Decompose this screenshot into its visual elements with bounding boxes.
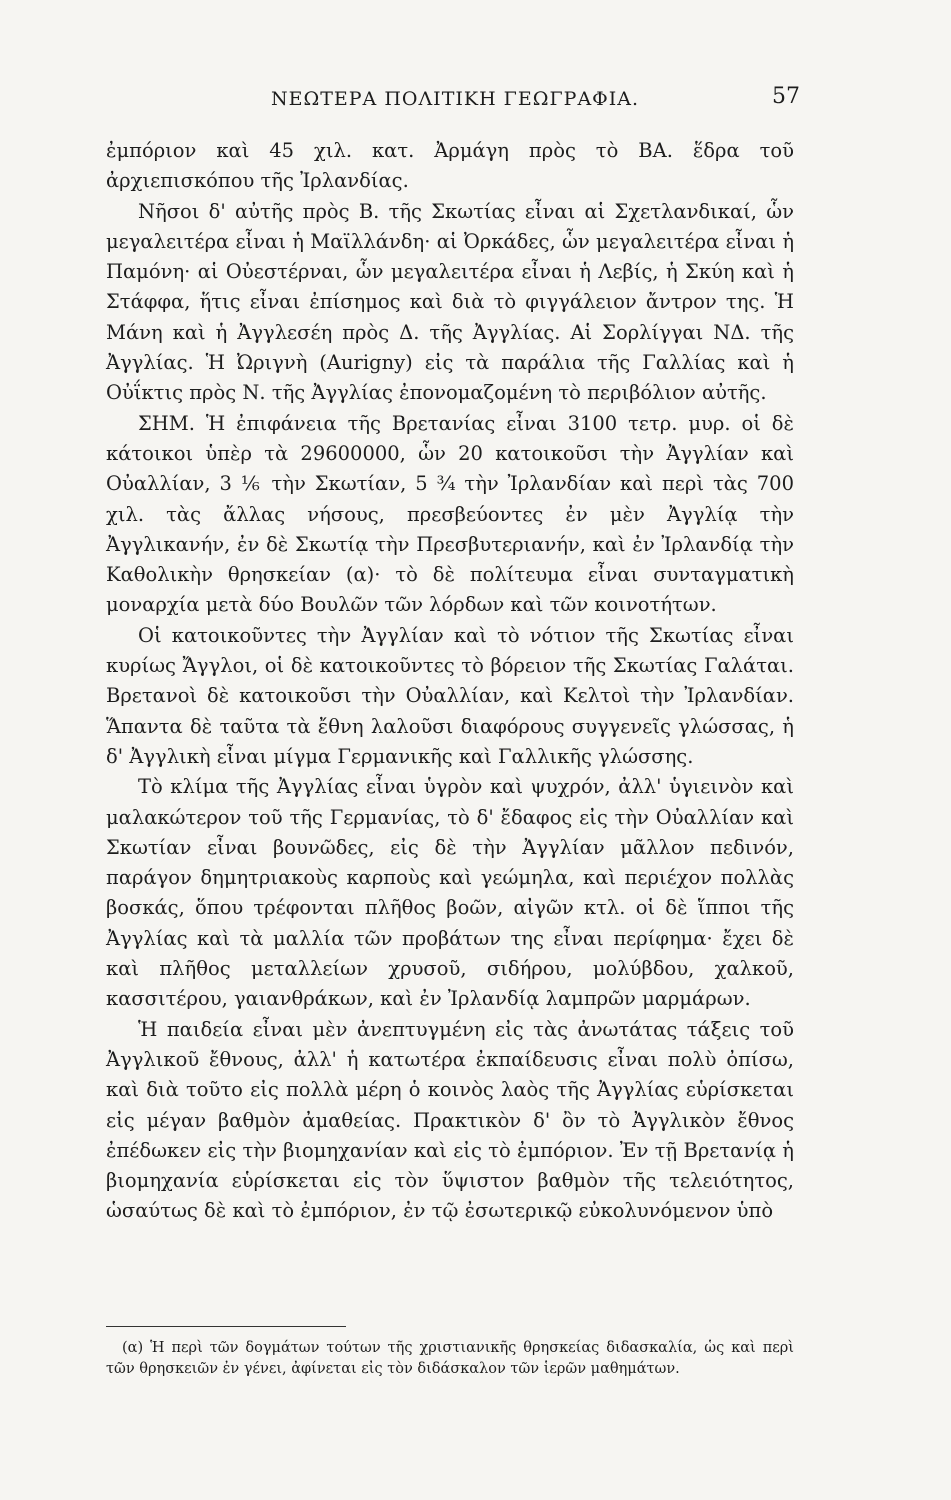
paragraph-climate: Τὸ κλίμα τῆς Ἀγγλίας εἶναι ὑγρὸν καὶ ψυχρόν, ἀλλ' ὑγιεινὸν καὶ μαλακώτερον τοῦ τῆς Γερμανίας, τὸ δ' ἔδαφος εἰς τὴν Οὐαλλίαν καὶ Σκωτίαν εἶναι βουνῶδες, εἰς δὲ τὴν Ἀγγλίαν μᾶλλον πεδινόν, παράγον δημητριακοὺς καρποὺς καὶ γεώμηλα, καὶ περιέχον πολλὰς βοσκάς, ὅπου τρέφονται πλῆθος βοῶν, αἰγῶν κτλ. οἱ δὲ ἵπποι τῆς Ἀγγλίας καὶ τὰ μαλλία τῶν προβάτων της εἶναι περίφημα· ἔχει δὲ καὶ πλῆθος μεταλλείων χρυσοῦ, σιδήρου, μολύβδου, χαλκοῦ, κασσιτέρου, γαιανθράκων, καὶ ἐν Ἰρλανδίᾳ λαμπρῶν μαρμάρων. <box>106 775 794 1011</box>
body-text <box>106 136 794 1227</box>
paragraph-islands: Νῆσοι δ' αὐτῆς πρὸς Β. τῆς Σκωτίας εἶναι αἱ Σχετλανδικαί, ὧν μεγαλειτέρα εἶναι ἡ Μαϊλλάνδη· αἱ Ὀρκάδες, ὧν μεγαλειτέρα εἶναι ἡ Παμόνη· αἱ Οὐεστέρναι, ὧν μεγαλειτέρα εἶναι ἡ Λεβίς, ἡ Σκύη καὶ ἡ Στάφφα, ἥτις εἶναι ἐπίσημος καὶ διὰ τὸ φιγγάλειον ἄντρον της. Ἡ Μάνη καὶ ἡ Ἀγγλεσέη πρὸς Δ. τῆς Ἀγγλίας. Αἱ Σορλίγγαι ΝΔ. τῆς Ἀγγλίας. Ἡ Ὠριγνὴ (Aurigny) εἰς τὰ παράλια τῆς Γαλλίας καὶ ἡ Οὐΐκτις πρὸς Ν. τῆς Ἀγγλίας ἐπονομαζομένη τὸ περιβόλιον αὐτῆς. <box>106 199 794 405</box>
footnote-text: (α) Ἡ περὶ τῶν δογμάτων τούτων τῆς χριστιανικῆς θρησκείας διδασκαλία, ὡς καὶ περὶ τῶν θρησκειῶν ἐν γένει, ἀφίνεται εἰς τὸν διδάσκαλον τῶν ἱερῶν μαθημάτων. <box>106 1340 794 1377</box>
paragraph-inhabitants: Οἱ κατοικοῦντες τὴν Ἀγγλίαν καὶ τὸ νότιον τῆς Σκωτίας εἶναι κυρίως Ἄγγλοι, οἱ δὲ κατοικοῦντες τὸ βόρειον τῆς Σκωτίας Γαλάται. Βρετανοὶ δὲ κατοικοῦσι τὴν Οὐαλλίαν, καὶ Κελτοὶ τὴν Ἰρλανδίαν. Ἅπαντα δὲ ταῦτα τὰ ἔθνη λαλοῦσι διαφόρους συγγενεῖς γλώσσας, ἡ δ' Ἀγγλικὴ εἶναι μίγμα Γερμανικῆς καὶ Γαλλικῆς γλώσσης. <box>106 623 794 768</box>
paragraph-education: Ἡ παιδεία εἶναι μὲν ἀνεπτυγμένη εἰς τὰς ἀνωτάτας τάξεις τοῦ Ἀγγλικοῦ ἔθνους, ἀλλ' ἡ κατωτέρα ἐκπαίδευσις εἶναι πολὺ ὀπίσω, καὶ διὰ τοῦτο εἰς πολλὰ μέρη ὁ κοινὸς λαὸς τῆς Ἀγγλίας εὑρίσκεται εἰς μέγαν βαθμὸν ἀμαθείας. Πρακτικὸν δ' ὂν τὸ Ἀγγλικὸν ἔθνος ἐπέδωκεν εἰς τὴν βιομηχανίαν καὶ εἰς τὸ ἐμπόριον. Ἐν τῇ Βρετανίᾳ ἡ βιομηχανία εὑρίσκεται εἰς τὸν ὕψιστον βαθμὸν τῆς τελειότητος, ὡσαύτως δὲ καὶ τὸ ἐμπόριον, ἐν τῷ ἐσωτερικῷ εὐκολυνόμενον ὑπὸ <box>106 1017 794 1223</box>
footnote-divider <box>106 1326 346 1327</box>
paragraph-continuation: ἐμπόριον καὶ 45 χιλ. κατ. Ἀρμάγη πρὸς τὸ ΒΑ. ἕδρα τοῦ ἀρχιεπισκόπου τῆς Ἰρλανδίας. <box>106 139 794 193</box>
paragraph-note: ΣΗΜ. Ἡ ἐπιφάνεια τῆς Βρετανίας εἶναι 3100 τετρ. μυρ. οἱ δὲ κάτοικοι ὑπὲρ τὰ 29600000, ὧν 20 κατοικοῦσι τὴν Ἀγγλίαν καὶ Οὐαλλίαν, 3 ⅙ τὴν Σκωτίαν, 5 ¾ τὴν Ἰρλανδίαν καὶ περὶ τὰς 700 χιλ. τὰς ἄλλας νήσους, πρεσβεύοντες ἐν μὲν Ἀγγλίᾳ τὴν Ἀγγλικανήν, ἐν δὲ Σκωτίᾳ τὴν Πρεσβυτεριανήν, καὶ ἐν Ἰρλανδίᾳ τὴν Καθολικὴν θρησκείαν (α)· τὸ δὲ πολίτευμα εἶναι συνταγματικὴ μοναρχία μετὰ δύο Βουλῶν τῶν λόρδων καὶ τῶν κοινοτήτων. <box>106 411 794 617</box>
running-title: ΝΕΩΤΕΡΑ ΠΟΛΙΤΙΚΗ ΓΕΩΓΡΑΦΙΑ. <box>270 88 640 110</box>
page-number: 57 <box>772 84 800 109</box>
footnote <box>106 1338 794 1380</box>
